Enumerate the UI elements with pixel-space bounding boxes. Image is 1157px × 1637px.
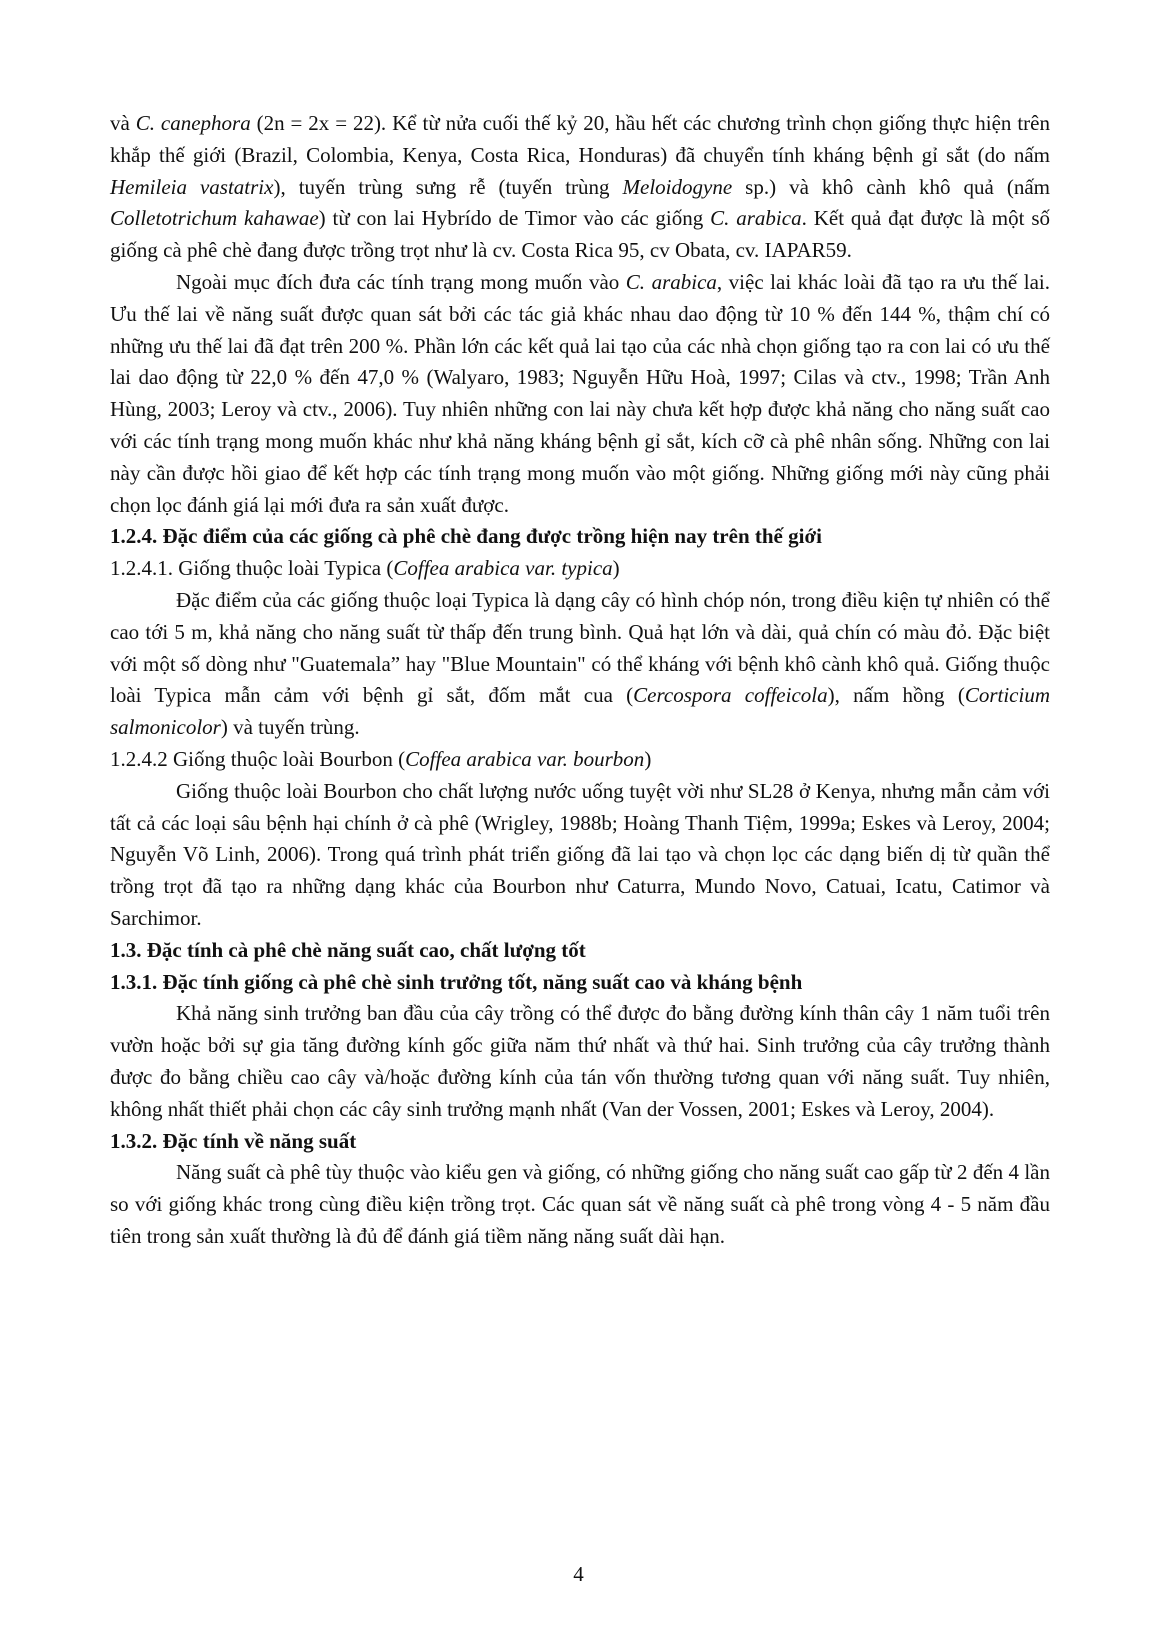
subsection-heading: [110, 553, 1050, 585]
italic-text-run: Cercospora coffeicola: [633, 683, 828, 708]
text-run: 1.3.2. Đặc tính về năng suất: [110, 1128, 357, 1153]
text-run: Khả năng sinh trưởng ban đầu của cây trồng có thể được đo bằng đường kính thân cây 1 năm tuổi trên vườn hoặc bởi sự gia tăng đường kính gốc giữa năm thứ nhất và thứ hai. Sinh trưởng của cây trưởng thành được đo bằng chiều cao cây và/hoặc đường kính của tán vốn thường tương quan với năng suất. Tuy nhiên, không nhất thiết phải chọn các cây sinh trưởng mạnh nhất (Van der Vossen, 2001; Eskes và Leroy, 2004).: [110, 1001, 1050, 1121]
text-run: Giống thuộc loài Bourbon cho chất lượng nước uống tuyệt vời như SL28 ở Kenya, nhưng mẫn cảm với tất cả các loại sâu bệnh hại chính ở cà phê (Wrigley, 1988b; Hoàng Thanh Tiệm, 1999a; Eskes và Leroy, 2004; Nguyễn Võ Linh, 2006). Trong quá trình phát triển giống đã lai tạo và chọn lọc các dạng biến dị từ quần thể trồng trọt đã tạo ra những dạng khác của Bourbon như Caturra, Mundo Novo, Catuai, Icatu, Catimor và Sarchimor.: [110, 778, 1050, 930]
text-run: , việc lai khác loài đã tạo ra ưu thế lai. Ưu thế lai về năng suất được quan sát bởi các tác giả khác nhau dao động từ 10 % đến 144 %, thậm chí có những ưu thế lai đã đạt trên 200 %. Phần lớn các kết quả lai tạo của các nhà chọn giống tạo ra con lai có ưu thế lai dao động từ 22,0 % đến 47,0 % (Walyaro, 1983; Nguyễn Hữu Hoà, 1997; Cilas và ctv., 1998; Trần Anh Hùng, 2003; Leroy và ctv., 2006). Tuy nhiên những con lai này chưa kết hợp được khả năng cho năng suất cao với các tính trạng mong muốn khác như khả năng kháng bệnh gỉ sắt, kích cỡ cà phê nhân sống. Những con lai này cần được hồi giao để kết hợp các tính trạng mong muốn vào một giống. Những giống mới này cũng phải chọn lọc đánh giá lại mới đưa ra sản xuất được.: [110, 269, 1050, 517]
text-run: 1.2.4.2 Giống thuộc loài Bourbon (: [110, 746, 406, 771]
text-run: ) từ con lai Hybrído de Timor vào các giống: [318, 206, 711, 231]
paragraph: [110, 108, 1050, 267]
text-run: Đặc điểm của các giống thuộc loại Typica là dạng cây có hình chóp nón, trong điều kiện tự nhiên có thể cao tới 5 m, khả năng cho năng suất từ thấp đến trung bình. Quả hạt lớn và dài, quả chín có màu đỏ. Đặc biệt với một số dòng như "Guatemala” hay "Blue Mountain" có thể kháng với bệnh khô cành khô quả. Giống thuộc loài Typica mẫn cảm với bệnh gỉ sắt, đốm mắt cua (: [110, 587, 1050, 708]
paragraph: [110, 998, 1050, 1125]
subsection-heading: [110, 744, 1050, 776]
text-run: và: [110, 111, 136, 135]
text-run: . Kết quả đạt được là một số giống cà phê chè đang được trồng trọt như là cv. Costa Rica 95, cv Obata, cv. IAPAR59.: [110, 206, 1050, 263]
section-heading: [110, 521, 1050, 553]
text-run: 1.2.4. Đặc điểm của các giống cà phê chè đang được trồng hiện nay trên thế giới: [110, 524, 822, 549]
italic-text-run: C. canephora: [135, 111, 251, 135]
page-number: 4: [573, 1562, 584, 1586]
text-run: ): [612, 556, 620, 581]
text-run: 1.2.4.1. Giống thuộc loài Typica (: [110, 556, 394, 581]
text-run: 1.3. Đặc tính cà phê chè năng suất cao, chất lượng tốt: [110, 937, 586, 962]
paragraph: [110, 776, 1050, 935]
italic-text-run: Hemileia vastatrix: [110, 174, 274, 199]
text-run: ): [644, 746, 652, 771]
italic-text-run: Coffea arabica var. typica: [393, 556, 613, 581]
italic-text-run: C. arabica: [625, 269, 717, 294]
text-run: ), tuyến trùng sưng rễ (tuyến trùng: [273, 174, 623, 199]
section-heading: [110, 935, 1050, 967]
text-run: ) và tuyến trùng.: [220, 715, 360, 740]
italic-text-run: Colletotrichum kahawae: [110, 206, 319, 231]
text-run: Năng suất cà phê tùy thuộc vào kiểu gen và giống, có những giống cho năng suất cao gấp từ 2 đến 4 lần so với giống khác trong cùng điều kiện trồng trọt. Các quan sát về năng suất cà phê trong vòng 4 - 5 năm đầu tiên trong sản xuất thường là đủ để đánh giá tiềm năng năng suất dài hạn.: [110, 1160, 1050, 1248]
text-run: sp.) và khô cành khô quả (nấm: [732, 174, 1050, 199]
paragraph: [110, 1157, 1050, 1252]
paragraph: [110, 267, 1050, 521]
paragraph: [110, 585, 1050, 744]
text-run: 1.3.1. Đặc tính giống cà phê chè sinh trưởng tốt, năng suất cao và kháng bệnh: [110, 969, 803, 994]
section-heading: [110, 1126, 1050, 1158]
italic-text-run: C. arabica: [710, 206, 802, 231]
text-run: (2n = 2x = 22). Kể từ nửa cuối thế kỷ 20, hầu hết các chương trình chọn giống thực hiện trên khắp thế giới (Brazil, Colombia, Kenya, Costa Rica, Honduras) đã chuyển tính kháng bệnh gỉ sắt (do nấm: [110, 111, 1050, 167]
text-run: Ngoài mục đích đưa các tính trạng mong muốn vào: [176, 269, 626, 294]
italic-text-run: Meloidogyne: [622, 174, 733, 199]
document-body: [110, 108, 1050, 1253]
italic-text-run: Coffea arabica var. bourbon: [405, 746, 645, 771]
italic-text-run: Corticium salmonicolor: [110, 683, 1050, 740]
section-heading: [110, 967, 1050, 999]
text-run: ), nấm hồng (: [827, 683, 965, 708]
